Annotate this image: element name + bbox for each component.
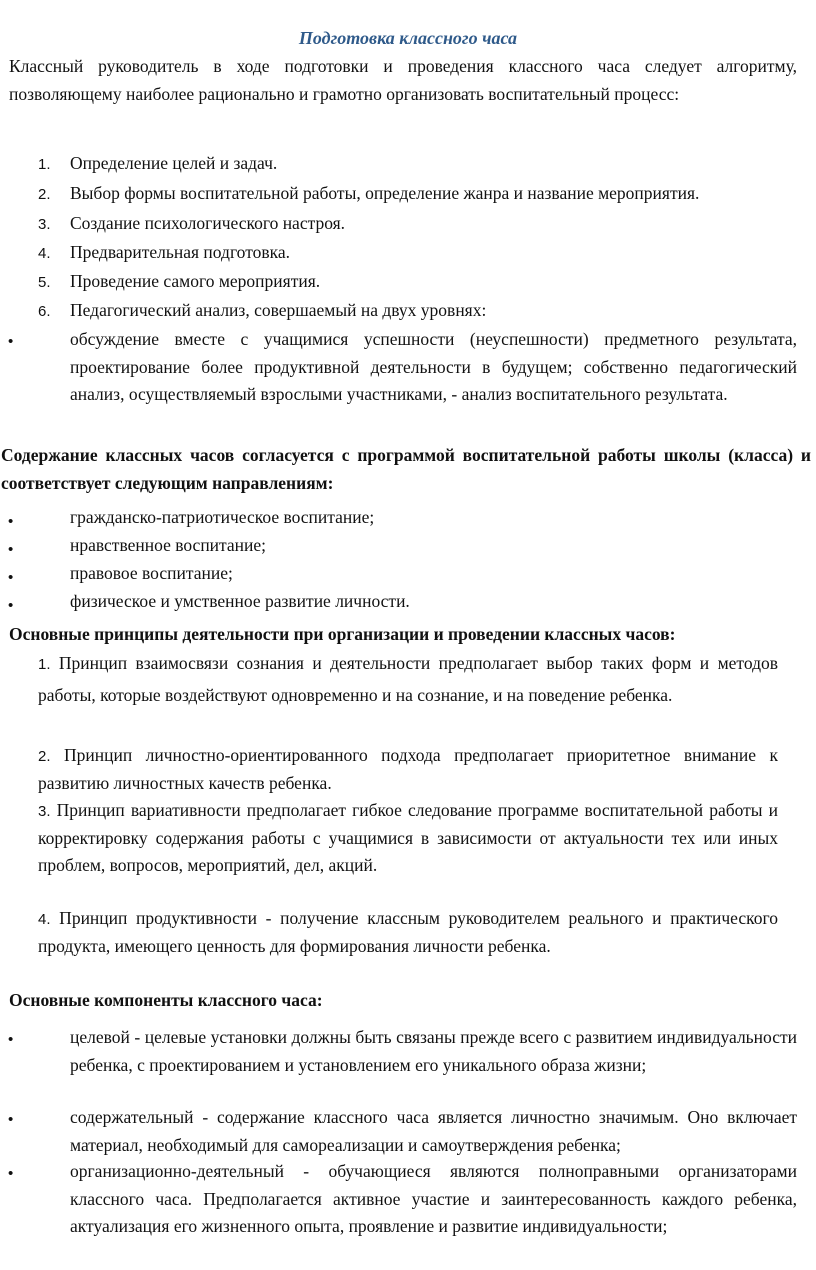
principle-item (38, 905, 778, 960)
step-text: Определение целей и задач. (70, 153, 278, 173)
step-number: 3. (38, 216, 51, 233)
step-text: Проведение самого мероприятия. (70, 271, 321, 291)
principle-item (38, 648, 778, 711)
analysis-bullet-text: обсуждение вместе с учащимися успешности (неуспешности) предметного результата, проектирование более продуктивной деятельности в будущем; собственно педагогический анализ, осуществляемый взрослыми участниками, - анализ воспитательного результата. (70, 329, 797, 404)
principle-item (38, 742, 778, 797)
principles-heading: Основные принципы деятельности при организации и проведении классных часов: (9, 624, 676, 644)
bullet-marker: • (8, 513, 14, 530)
direction-item: правовое воспитание; (70, 563, 233, 583)
component-item: организационно-деятельный - обучающиеся являются полноправными организаторами классного часа. Предполагается активное участие и заинтересованность каждого ребенка, актуализация его жизненного опыта, проявление и развитие индивидуальности; (70, 1161, 797, 1236)
principle-text: Принцип продуктивности - получение классным руководителем реального и практического продукта, имеющего ценность для формирования личности ребенка. (38, 908, 778, 956)
components-heading: Основные компоненты классного часа: (9, 990, 323, 1010)
step-text: Педагогический анализ, совершаемый на двух уровнях: (70, 300, 487, 320)
principle-number: 3. (38, 803, 51, 820)
intro-paragraph: Классный руководитель в ходе подготовки и проведения классного часа следует алгоритму, позволяющему наиболее рационально и грамотно организовать воспитательный процесс: (9, 56, 797, 104)
bullet-marker: • (8, 569, 14, 586)
bullet-marker: • (8, 333, 14, 350)
bullet-marker: • (8, 597, 14, 614)
document-title: Подготовка классного часа (298, 28, 518, 48)
step-number: 4. (38, 245, 51, 262)
bullet-marker: • (8, 1165, 14, 1182)
principle-number: 2. (38, 748, 51, 765)
principle-number: 1. (38, 656, 51, 673)
step-number: 6. (38, 303, 51, 320)
direction-item: физическое и умственное развитие личности. (70, 591, 410, 611)
bullet-marker: • (8, 1031, 14, 1048)
step-number: 2. (38, 186, 51, 203)
principle-text: Принцип личностно-ориентированного подхода предполагает приоритетное внимание к развитию личностных качеств ребенка. (38, 745, 778, 793)
principle-text: Принцип вариативности предполагает гибкое следование программе воспитательной работы и корректировку содержания работы с учащимися в зависимости от актуальности тех или иных проблем, вопросов, мероприятий, дел, акций. (38, 800, 778, 875)
component-item: содержательный - содержание классного часа является личностно значимым. Оно включает материал, необходимый для самореализации и самоутверждения ребенка; (70, 1107, 797, 1155)
step-text: Выбор формы воспитательной работы, определение жанра и название мероприятия. (70, 183, 700, 203)
step-number: 5. (38, 274, 51, 291)
principle-item (38, 797, 778, 879)
component-item: целевой - целевые установки должны быть связаны прежде всего с развитием индивидуальности ребенка, с проектированием и установлением его уникального образа жизни; (70, 1027, 797, 1075)
direction-item: нравственное воспитание; (70, 535, 267, 555)
direction-item: гражданско-патриотическое воспитание; (70, 507, 375, 527)
bullet-marker: • (8, 541, 14, 558)
step-text: Создание психологического настроя. (70, 213, 346, 233)
principle-text: Принцип взаимосвязи сознания и деятельности предполагает выбор таких форм и методов работы, которые воздействуют одновременно и на сознание, и на поведение ребенка. (38, 653, 778, 705)
step-number: 1. (38, 156, 51, 173)
bullet-marker: • (8, 1111, 14, 1128)
principle-number: 4. (38, 911, 51, 928)
step-text: Предварительная подготовка. (70, 242, 291, 262)
content-heading: Содержание классных часов согласуется с программой воспитательной работы школы (класса) и соответствует следующим направлениям: (1, 445, 811, 493)
